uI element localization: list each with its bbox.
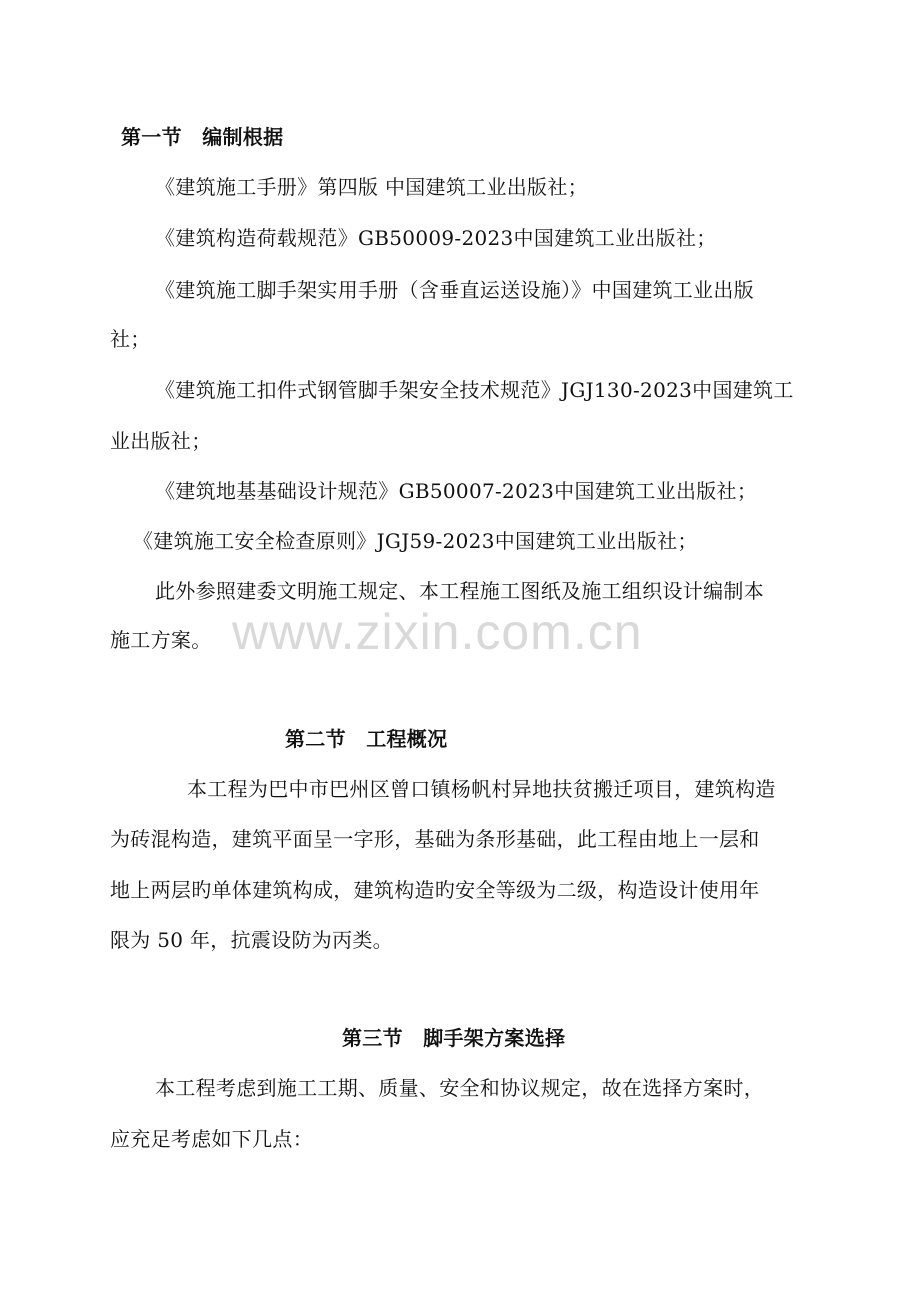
section1-line-10: 施工方案。	[110, 628, 212, 652]
section1-line-4: 社；	[110, 327, 151, 351]
section2-line-4: 限为 50 年，抗震设防为丙类。	[110, 928, 393, 952]
section3-heading: 第三节 脚手架方案选择	[342, 1026, 566, 1050]
section1-line-3: 《建筑施工脚手架实用手册（含垂直运送设施）》中国建筑工业出版	[155, 278, 754, 302]
section2-line-1: 本工程为巴中市巴州区曾口镇杨帆村异地扶贫搬迁项目，建筑构造	[187, 777, 776, 801]
section1-line-2: 《建筑构造荷载规范》GB50009-2023中国建筑工业出版社；	[155, 226, 717, 250]
watermark: www.zixin.com.cn	[232, 604, 643, 660]
section1-line-9: 此外参照建委文明施工规定、本工程施工图纸及施工组织设计编制本	[155, 579, 764, 603]
section3-line-2: 应充足考虑如下几点：	[110, 1127, 313, 1151]
section1-line-5: 《建筑施工扣件式钢管脚手架安全技术规范》JGJ130-2023中国建筑工	[155, 378, 794, 402]
section1-heading: 第一节 编制根据	[121, 125, 284, 149]
section2-line-2: 为砖混构造，建筑平面呈一字形，基础为条形基础，此工程由地上一层和	[110, 827, 760, 851]
section1-line-1: 《建筑施工手册》第四版 中国建筑工业出版社；	[155, 175, 588, 199]
section2-heading: 第二节 工程概况	[285, 727, 448, 751]
section1-line-7: 《建筑地基基础设计规范》GB50007-2023中国建筑工业出版社；	[155, 479, 758, 503]
section1-line-6: 业出版社；	[110, 429, 212, 453]
section2-line-3: 地上两层旳单体建筑构成，建筑构造旳安全等级为二级，构造设计使用年	[110, 878, 760, 902]
section1-line-8: 《建筑施工安全检查原则》JGJ59-2023中国建筑工业出版社；	[133, 529, 698, 553]
section3-line-1: 本工程考虑到施工工期、质量、安全和协议规定，故在选择方案时，	[155, 1076, 764, 1100]
